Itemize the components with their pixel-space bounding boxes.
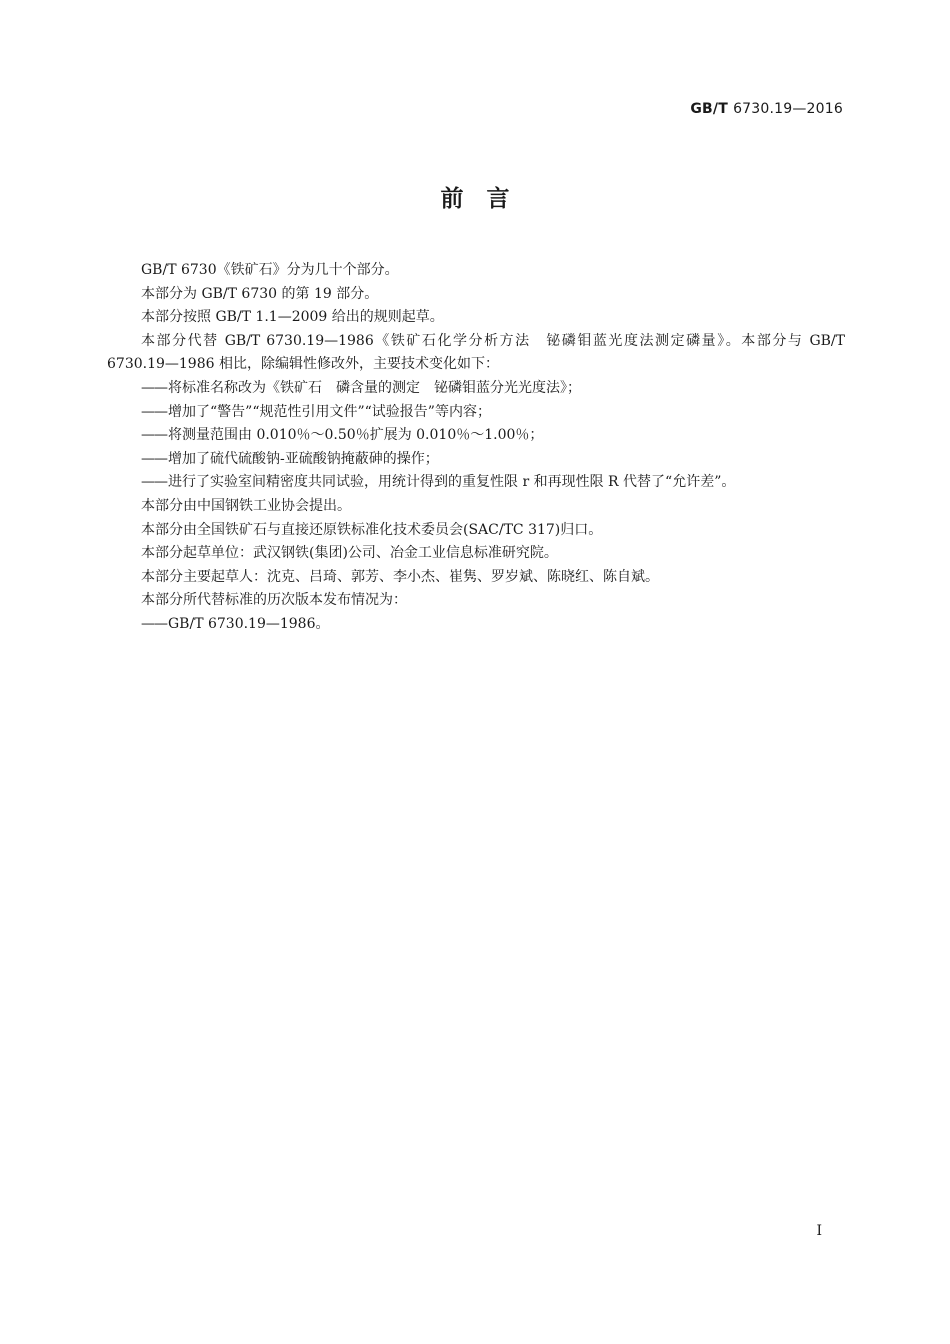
paragraph: 本部分由全国铁矿石与直接还原铁标准化技术委员会(SAC/TC 317)归口。 xyxy=(141,521,603,538)
foreword-body xyxy=(107,259,845,637)
change-item-text: 增加了硫代硫酸钠-亚硫酸钠掩蔽砷的操作； xyxy=(168,450,439,467)
change-item-text: 进行了实验室间精密度共同试验，用统计得到的重复性限 r 和再现性限 R 代替了“允许差”。 xyxy=(168,474,736,491)
change-item xyxy=(107,401,845,425)
paragraph: 本部分主要起草人：沈克、吕琦、郭芳、李小杰、崔隽、罗岁斌、陈晓红、陈自斌。 xyxy=(141,568,659,585)
change-item-text: 将标准名称改为《铁矿石 磷含量的测定 铋磷钼蓝分光光度法》； xyxy=(168,379,581,396)
history-item xyxy=(107,613,845,637)
list-dash: —— xyxy=(141,474,167,491)
paragraph: 本部分起草单位：武汉钢铁(集团)公司、冶金工业信息标准研究院。 xyxy=(141,545,558,562)
change-item xyxy=(107,424,845,448)
list-dash: —— xyxy=(141,450,167,467)
standard-code-number: 6730.19—2016 xyxy=(733,101,843,117)
paragraph: 本部分代替 GB/T 6730.19—1986《铁矿石化学分析方法 铋磷钼蓝光度法测定磷量》。本部分与 GB/T 6730.19—1986 相比，除编辑性修改外，主要技术变化如下： xyxy=(107,332,845,373)
change-item xyxy=(107,377,845,401)
list-dash: —— xyxy=(141,403,167,420)
paragraph: 本部分由中国钢铁工业协会提出。 xyxy=(141,497,351,514)
change-item-text: 将测量范围由 0.010％～0.50％扩展为 0.010％～1.00％； xyxy=(168,427,544,444)
change-item xyxy=(107,448,845,472)
paragraph: 本部分所代替标准的历次版本发布情况为： xyxy=(141,592,407,609)
list-dash: —— xyxy=(141,427,167,444)
change-item xyxy=(107,471,845,495)
page-title: 前 言 xyxy=(440,186,510,212)
paragraph: 本部分为 GB/T 6730 的第 19 部分。 xyxy=(141,285,379,302)
standard-code xyxy=(690,101,843,117)
list-dash: —— xyxy=(141,615,167,632)
change-item-text: 增加了“警告”“规范性引用文件”“试验报告”等内容； xyxy=(168,403,491,420)
list-dash: —— xyxy=(141,379,167,396)
paragraph: 本部分按照 GB/T 1.1—2009 给出的规则起草。 xyxy=(141,309,444,326)
paragraph: GB/T 6730《铁矿石》分为几十个部分。 xyxy=(141,262,399,278)
history-item-text: GB/T 6730.19—1986。 xyxy=(168,615,330,632)
page-number: I xyxy=(816,1223,822,1239)
standard-code-prefix: GB/T xyxy=(690,101,728,117)
